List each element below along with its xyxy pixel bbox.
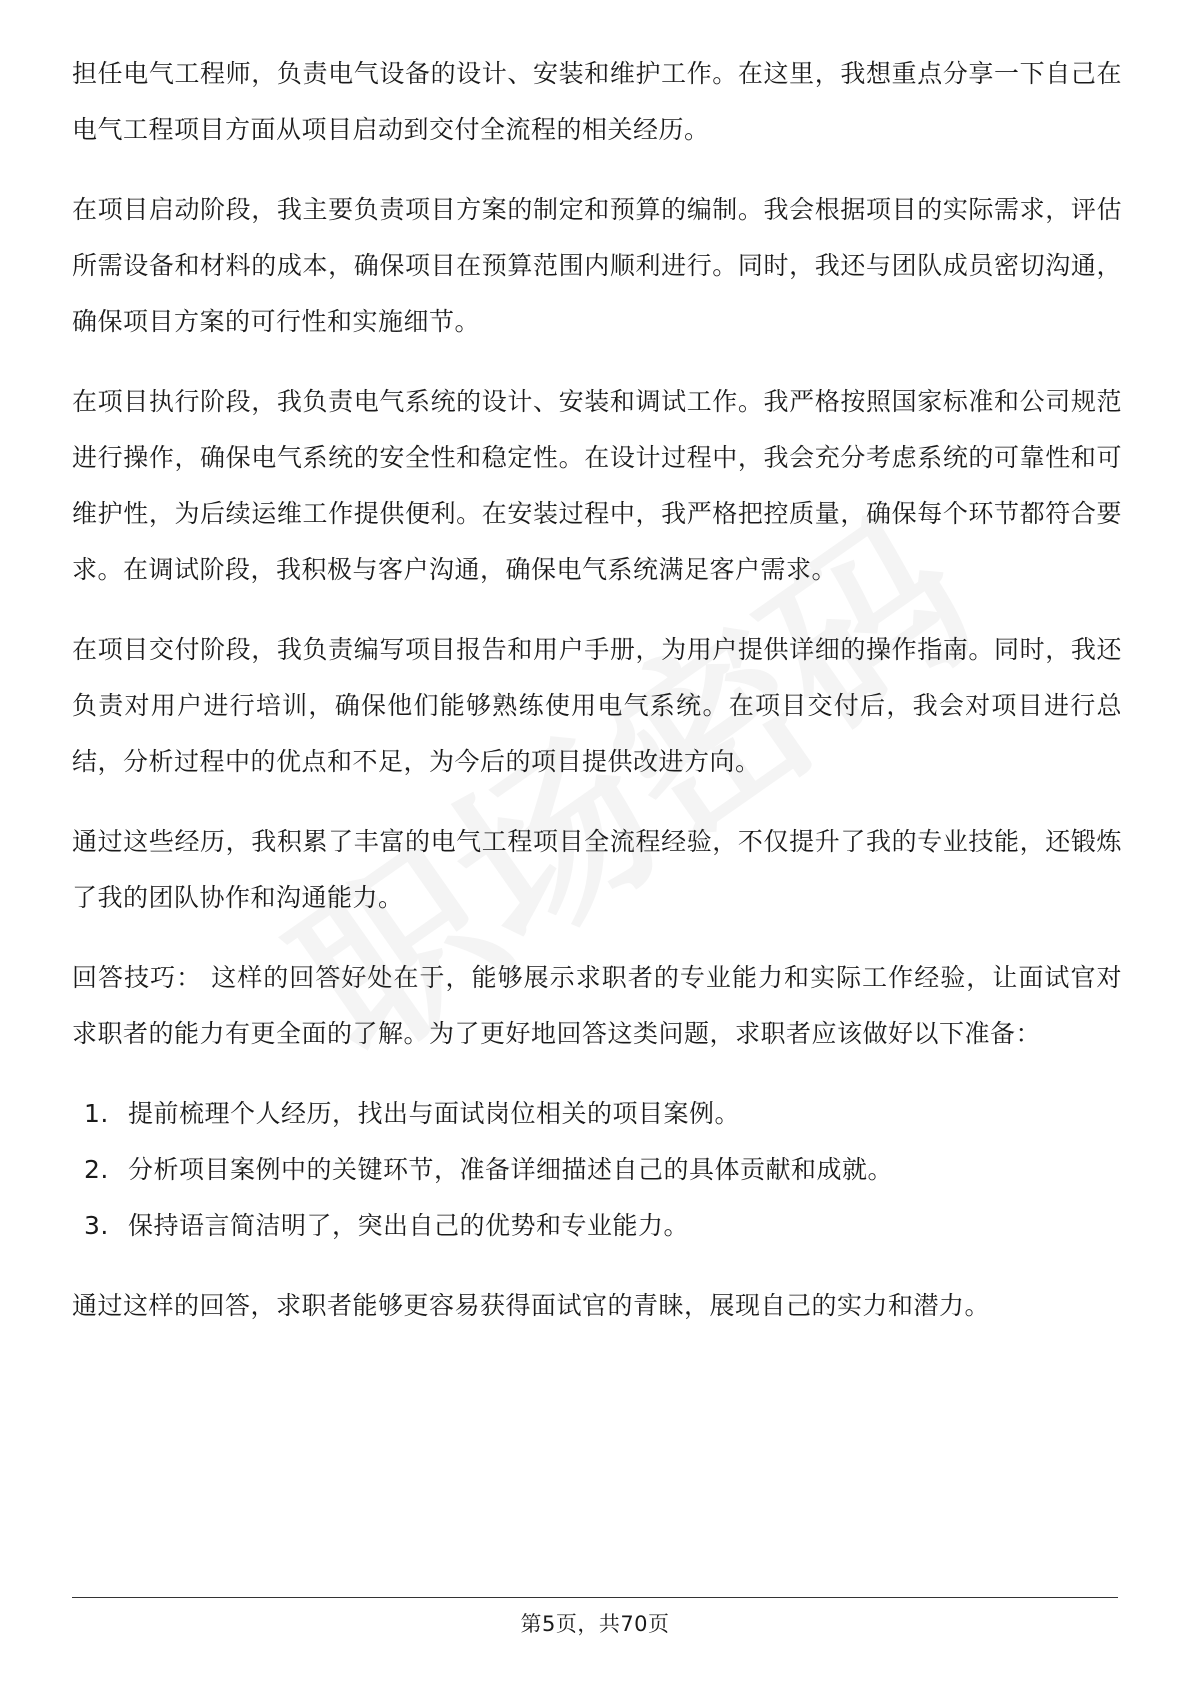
list-item xyxy=(72,1142,1122,1198)
list-item-number: 1. xyxy=(84,1099,109,1128)
preparation-list xyxy=(72,1086,1122,1254)
page-content xyxy=(72,46,1122,1358)
list-item-text: 保持语言简洁明了，突出自己的优势和专业能力。 xyxy=(128,1211,690,1240)
answer-tips xyxy=(72,950,1122,1062)
paragraph-closing: 通过这样的回答，求职者能够更容易获得面试官的青睐，展现自己的实力和潜力。 xyxy=(72,1291,991,1320)
list-item-number: 3. xyxy=(84,1211,109,1240)
paragraph-project-execution: 在项目执行阶段，我负责电气系统的设计、安装和调试工作。我严格按照国家标准和公司规范进行操作，确保电气系统的安全性和稳定性。在设计过程中，我会充分考虑系统的可靠性和可维护性，为后续运维工作提供便利。在安装过程中，我严格把控质量，确保每个环节都符合要求。在调试阶段，我积极与客户沟通，确保电气系统满足客户需求。 xyxy=(72,387,1122,584)
page-number: 第5页，共70页 xyxy=(520,1612,670,1636)
paragraph-intro: 担任电气工程师，负责电气设备的设计、安装和维护工作。在这里，我想重点分享一下自己在电气工程项目方面从项目启动到交付全流程的相关经历。 xyxy=(72,59,1122,144)
paragraph-project-delivery: 在项目交付阶段，我负责编写项目报告和用户手册，为用户提供详细的操作指南。同时，我还负责对用户进行培训，确保他们能够熟练使用电气系统。在项目交付后，我会对项目进行总结，分析过程中的优点和不足，为今后的项目提供改进方向。 xyxy=(72,635,1122,776)
list-item-text: 分析项目案例中的关键环节，准备详细描述自己的具体贡献和成就。 xyxy=(128,1155,894,1184)
paragraph-project-start: 在项目启动阶段，我主要负责项目方案的制定和预算的编制。我会根据项目的实际需求，评估所需设备和材料的成本，确保项目在预算范围内顺利进行。同时，我还与团队成员密切沟通，确保项目方案的可行性和实施细节。 xyxy=(72,195,1122,336)
list-item-text: 提前梳理个人经历，找出与面试岗位相关的项目案例。 xyxy=(128,1099,741,1128)
answer-tips-label: 回答技巧： xyxy=(72,963,203,992)
footer-divider xyxy=(72,1597,1118,1598)
list-item xyxy=(72,1086,1122,1142)
answer-tips-text: 这样的回答好处在于，能够展示求职者的专业能力和实际工作经验，让面试官对求职者的能力有更全面的了解。为了更好地回答这类问题，求职者应该做好以下准备： xyxy=(72,963,1122,1048)
list-item xyxy=(72,1198,1122,1254)
paragraph-summary: 通过这些经历，我积累了丰富的电气工程项目全流程经验，不仅提升了我的专业技能，还锻炼了我的团队协作和沟通能力。 xyxy=(72,827,1122,912)
list-item-number: 2. xyxy=(84,1155,109,1184)
